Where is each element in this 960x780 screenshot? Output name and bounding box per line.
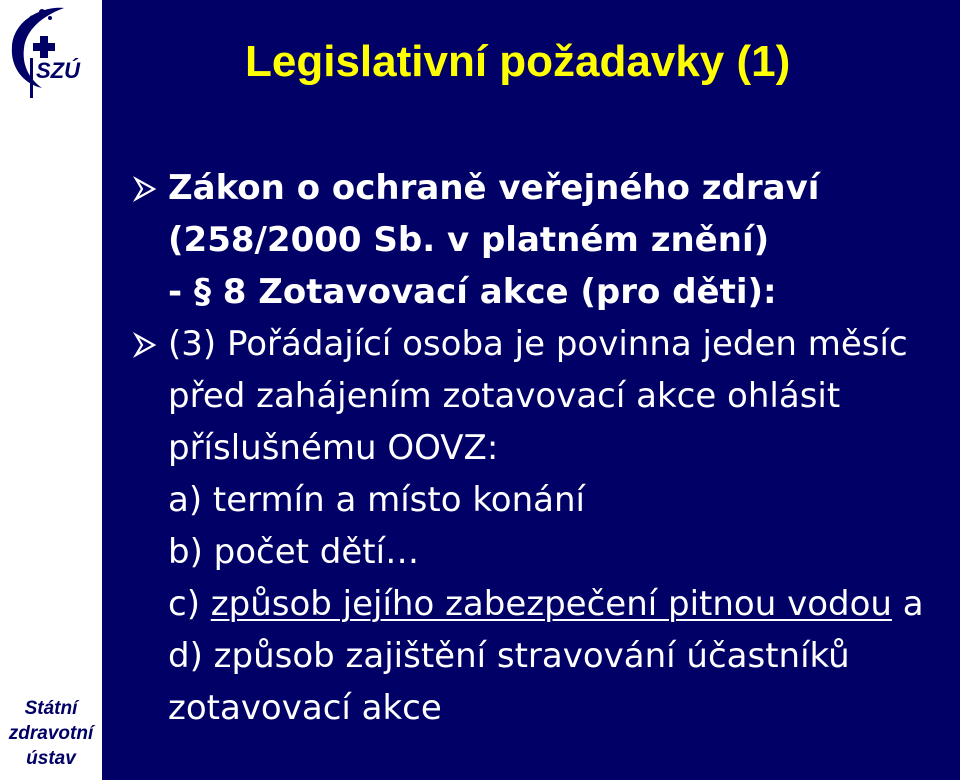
slide-content	[130, 162, 960, 734]
paragraph-line	[130, 370, 960, 422]
list-item-c	[130, 578, 960, 630]
institute-line: zdravotní	[8, 723, 94, 744]
list-item-text: b) počet dětí…	[168, 532, 420, 572]
list-item-suffix: a	[891, 584, 924, 624]
arrow-bullet-icon	[132, 332, 158, 358]
sidebar	[0, 0, 102, 780]
logo-text: SZÚ	[36, 58, 80, 83]
law-line	[130, 214, 960, 266]
list-item-a	[130, 474, 960, 526]
list-item-text: d) způsob zajištění stravování účastníků	[168, 636, 850, 676]
paragraph-text: (3) Pořádající osoba je povinna jeden měsíc	[168, 324, 908, 364]
institute-line: Státní	[24, 698, 78, 719]
underlined-text: způsob jejího zabezpečení pitnou vodou	[210, 584, 892, 624]
law-text: (258/2000 Sb. v platném znění)	[168, 220, 770, 260]
law-text: - § 8 Zotavovací akce (pro děti):	[168, 272, 777, 312]
law-line	[130, 266, 960, 318]
szu-logo-icon	[2, 2, 98, 98]
list-item-d	[130, 630, 960, 682]
paragraph-line	[130, 422, 960, 474]
law-text: Zákon o ochraně veřejného zdraví	[168, 168, 820, 208]
list-item-d-continuation	[130, 682, 960, 734]
list-item-text: a) termín a místo konání	[168, 480, 585, 520]
paragraph-text: příslušnému OOVZ:	[168, 428, 499, 468]
institute-name	[0, 696, 102, 771]
institute-line: ústav	[26, 748, 76, 769]
slide-title: Legislativní požadavky (1)	[245, 37, 791, 86]
paragraph-text: před zahájením zotavovací akce ohlásit	[168, 376, 841, 416]
arrow-bullet-icon	[132, 176, 158, 202]
list-item-b	[130, 526, 960, 578]
list-item-prefix: c)	[168, 584, 211, 624]
paragraph-line	[130, 318, 960, 370]
list-item-text: zotavovací akce	[168, 688, 442, 728]
law-line	[130, 162, 960, 214]
